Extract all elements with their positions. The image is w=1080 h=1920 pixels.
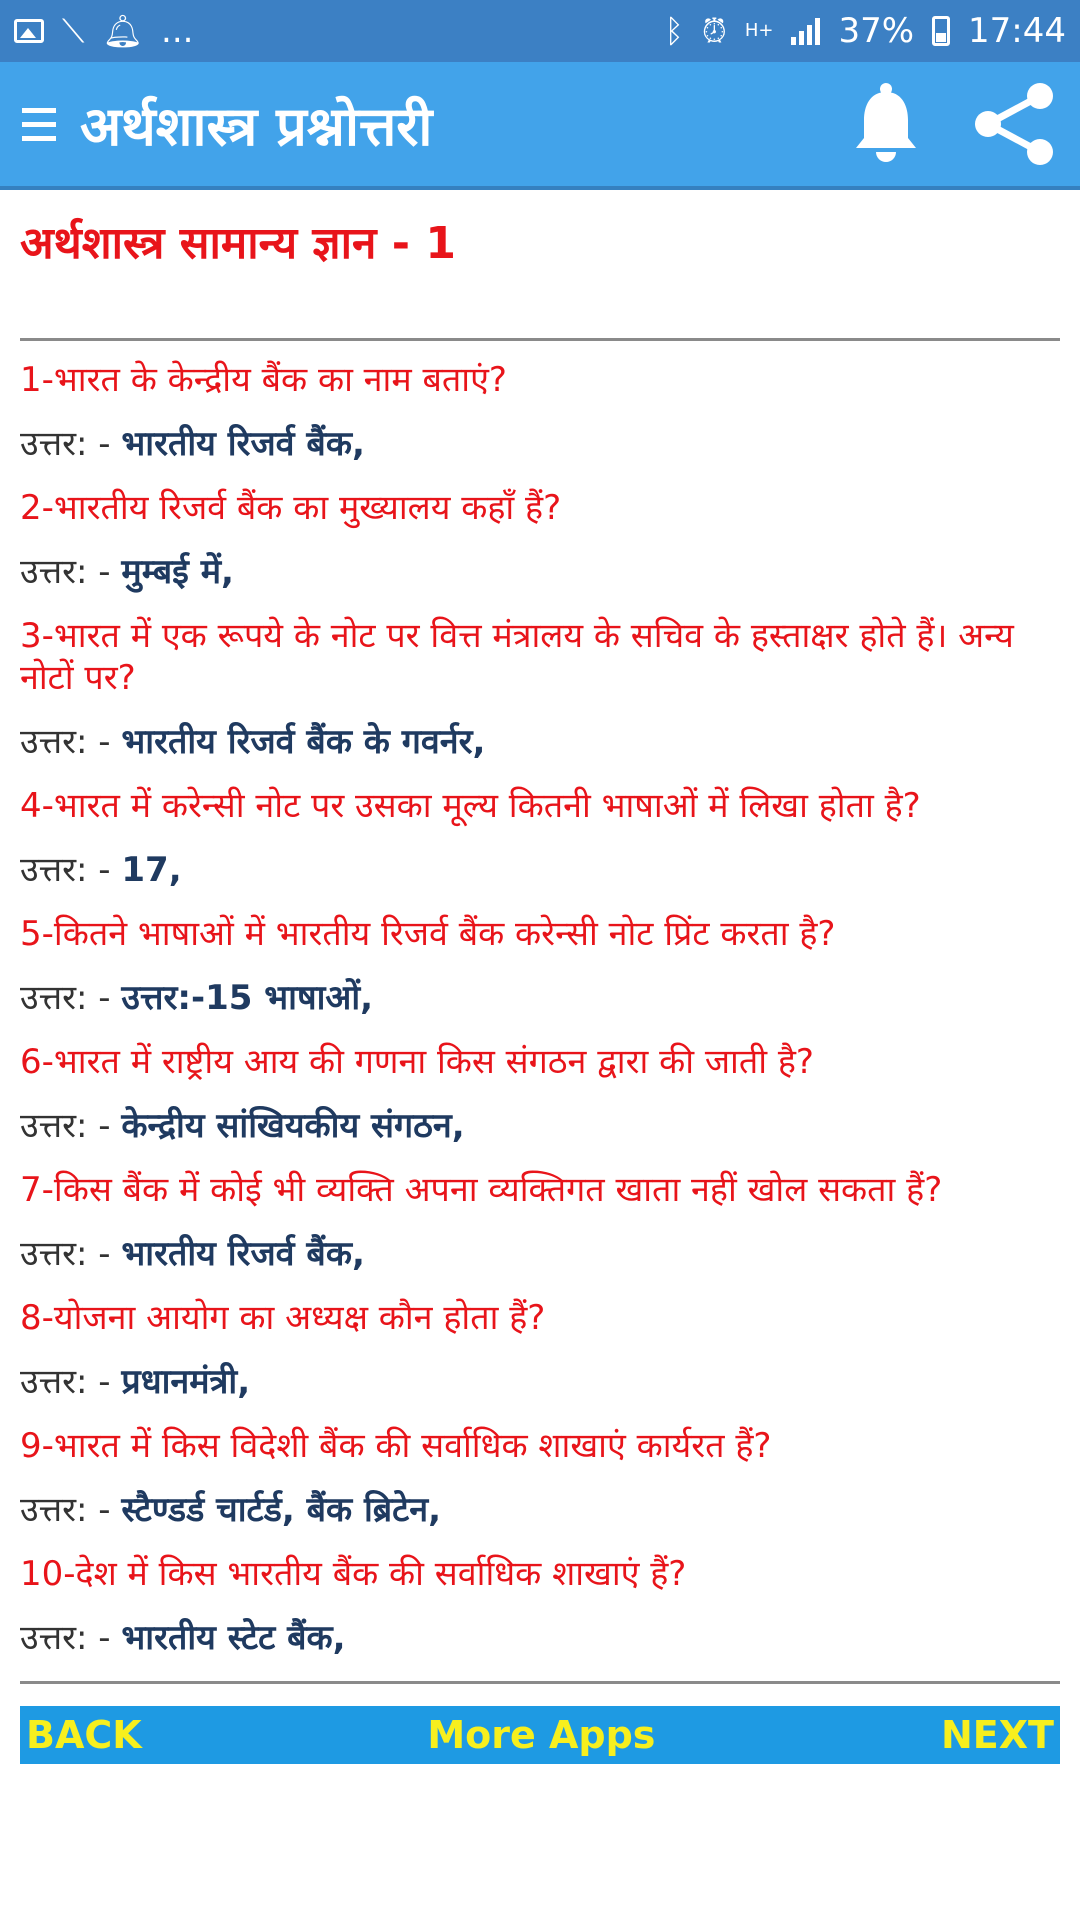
answer-label: उत्तर: - xyxy=(20,424,122,464)
back-button[interactable]: BACK xyxy=(26,1713,142,1757)
answer-row xyxy=(20,849,1060,891)
app-title: अर्थशास्त्र प्रश्नोत्तरी xyxy=(80,94,433,158)
answer-row xyxy=(20,977,1060,1019)
answer-text: प्रधानमंत्री, xyxy=(121,1362,251,1402)
network-type: H+ xyxy=(744,20,774,41)
bell-notification-icon: 🔔︎ xyxy=(102,12,144,50)
question-text: 5-कितने भाषाओं में भारतीय रिजर्व बैंक करेन्सी नोट प्रिंट करता है? xyxy=(20,914,836,954)
top-divider xyxy=(20,338,1060,341)
menu-icon[interactable] xyxy=(22,108,56,141)
answer-row xyxy=(20,1361,1060,1403)
answer-row xyxy=(20,551,1060,593)
question-text: 1-भारत के केन्द्रीय बैंक का नाम बताएं? xyxy=(20,360,507,400)
alarm-icon: ⏰︎ xyxy=(701,12,727,50)
answer-label: उत्तर: - xyxy=(20,1234,122,1274)
bluetooth-icon: ᛒ xyxy=(664,12,684,50)
status-bar xyxy=(0,0,1080,62)
answer-row xyxy=(20,423,1060,465)
answer-text: भारतीय रिजर्व बैंक के गवर्नर, xyxy=(121,722,486,762)
notification-bell-icon[interactable] xyxy=(850,82,922,166)
question-text: 10-देश में किस भारतीय बैंक की सर्वाधिक शाखाएं हैं? xyxy=(20,1554,687,1594)
battery-percent: 37% xyxy=(838,11,915,51)
question-text: 2-भारतीय रिजर्व बैंक का मुख्यालय कहाँ हैं? xyxy=(20,488,562,528)
question-text: 6-भारत में राष्ट्रीय आय की गणना किस संगठन द्वारा की जाती है? xyxy=(20,1042,814,1082)
answer-text: उत्तर:-15 भाषाओं, xyxy=(121,978,374,1018)
answer-text: भारतीय स्टेट बैंक, xyxy=(121,1618,346,1658)
status-bar-right xyxy=(665,11,1066,51)
battery-icon xyxy=(932,16,950,46)
more-apps-button[interactable]: More Apps xyxy=(427,1713,656,1757)
app-bar-actions xyxy=(850,80,1058,168)
answer-label: उत्तर: - xyxy=(20,1362,122,1402)
missed-call-icon: ⟍ xyxy=(62,12,85,50)
answer-label: उत्तर: - xyxy=(20,722,122,762)
bottom-divider xyxy=(20,1681,1060,1684)
app-bar xyxy=(0,62,1080,190)
answer-row xyxy=(20,1617,1060,1659)
status-bar-left xyxy=(14,11,193,51)
answer-label: उत्तर: - xyxy=(20,850,122,890)
answer-text: स्टैण्डर्ड चार्टर्ड, बैंक ब्रिटेन, xyxy=(121,1490,442,1530)
question-text: 4-भारत में करेन्सी नोट पर उसका मूल्य कितनी भाषाओं में लिखा होता है? xyxy=(20,786,921,826)
answer-row xyxy=(20,721,1060,763)
clock: 17:44 xyxy=(968,11,1066,51)
answer-row xyxy=(20,1489,1060,1531)
question-text: 7-किस बैंक में कोई भी व्यक्ति अपना व्यक्तिगत खाता नहीं खोल सकता हैं? xyxy=(20,1170,943,1210)
answer-label: उत्तर: - xyxy=(20,978,122,1018)
answer-text: भारतीय रिजर्व बैंक, xyxy=(121,1234,365,1274)
answer-label: उत्तर: - xyxy=(20,1618,122,1658)
share-icon[interactable] xyxy=(970,80,1058,168)
answer-row xyxy=(20,1233,1060,1275)
answer-label: उत्तर: - xyxy=(20,1106,122,1146)
more-notifications-indicator: ... xyxy=(161,11,194,51)
next-button[interactable]: NEXT xyxy=(941,1713,1054,1757)
page-title: अर्थशास्त्र सामान्य ज्ञान - 1 xyxy=(20,218,456,269)
image-notification-icon xyxy=(14,19,44,43)
navigation-bar xyxy=(20,1706,1060,1764)
main-content xyxy=(0,214,1080,1764)
question-text: 8-योजना आयोग का अध्यक्ष कौन होता हैं? xyxy=(20,1298,546,1338)
answer-text: मुम्बई में, xyxy=(121,552,234,592)
answer-row xyxy=(20,1105,1060,1147)
question-text: 9-भारत में किस विदेशी बैंक की सर्वाधिक शाखाएं कार्यरत हैं? xyxy=(20,1426,772,1466)
answer-label: उत्तर: - xyxy=(20,1490,122,1530)
answer-text: केन्द्रीय सांखियकीय संगठन, xyxy=(121,1106,465,1146)
answer-text: 17, xyxy=(121,850,182,890)
qa-list xyxy=(20,359,1060,1659)
signal-icon xyxy=(791,17,820,45)
answer-label: उत्तर: - xyxy=(20,552,122,592)
question-text: 3-भारत में एक रूपये के नोट पर वित्त मंत्रालय के सचिव के हस्ताक्षर होते हैं। अन्य नोटों पर? xyxy=(20,616,1014,698)
answer-text: भारतीय रिजर्व बैंक, xyxy=(121,424,365,464)
